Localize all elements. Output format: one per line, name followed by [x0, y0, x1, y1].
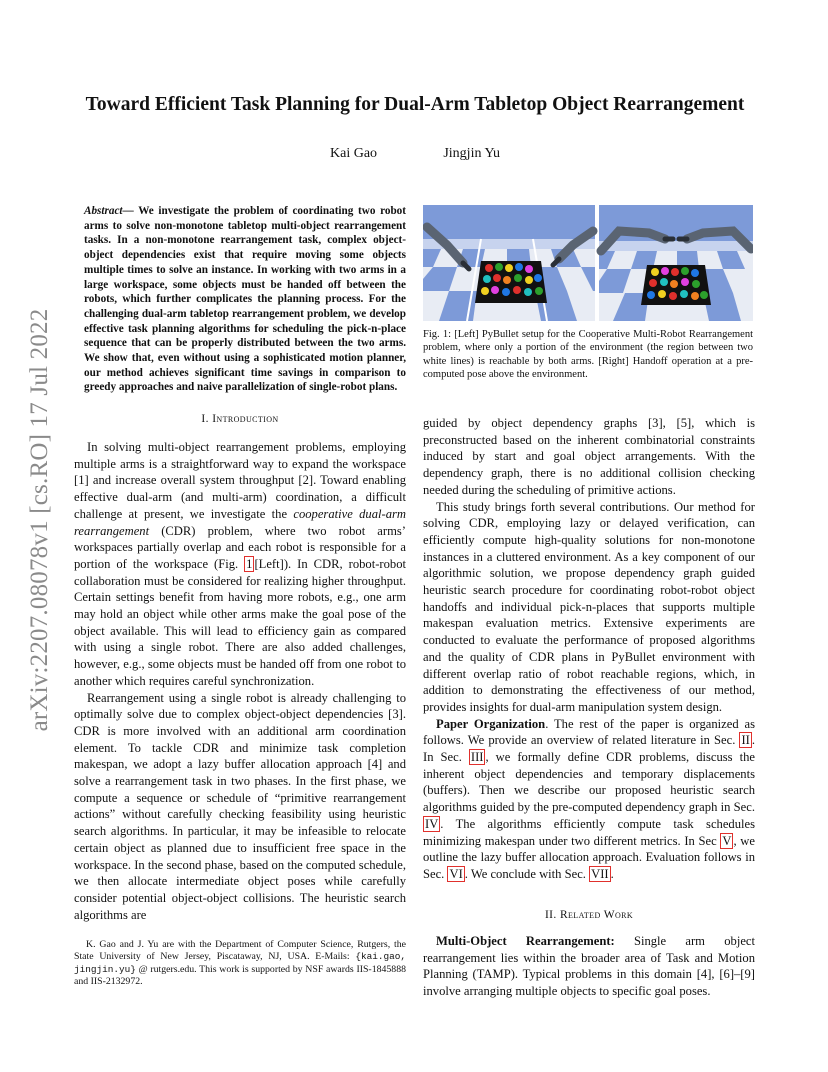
section-ref-link[interactable]: VI	[449, 866, 463, 881]
figure-caption: Fig. 1: [Left] PyBullet setup for the Cooperative Multi-Robot Rearrangement problem, where only a portion of the environment (the region between two white lines) is reachable by both arms. [Right] Handoff operation at a pre-computed pose above the environment.	[423, 329, 753, 381]
paragraph: Paper Organization. The rest of the paper is organized as follows. We provide an overview of related literature in Sec. II . In Sec. III , we formally define CDR problems, discuss the inherent object dependencies and temporary displacements (buffers). Then we describe our proposed heuristic search algorithms guided by the pre-computed dependency graph in Sec. IV . The algorithms efficiently compute task schedules minimizing makespan under two different metrics. In Sec V , we outline the lazy buffer allocation approach. Evaluation follows in Sec. VI . We conclude with Sec. VII .	[423, 716, 755, 881]
section-ref-link[interactable]: III	[470, 750, 484, 765]
author-name: Jingjin Yu	[443, 146, 500, 161]
footnote: K. Gao and J. Yu are with the Department of Computer Science, Rutgers, the State University of New Jersey, Piscataway, NJ, USA. E-Mails: {kai.gao, jingjin.yu} @ rutgers.edu. This work is supported by NSF awards IIS-1845888 and IIS-2132972.	[74, 939, 406, 988]
abstract-text: We investigate the problem of coordinating two robot arms to solve non-monotone tabletop multi-object rearrangement tasks. In a non-monotone rearrangement task, complex object-object dependencies exist that require moving some objects multiple times to solve an instance. In working with two arms in a large workspace, some objects must be handed off between the robots, which further complicates the planning process. For the challenging dual-arm tabletop rearrangement problem, we develop effective task planning algorithms for scheduling the pick-n-place sequence that can be properly distributed between the two arms. We show that, even without using a sophisticated motion planner, our method achieves significant time savings in comparison to greedy approaches and naive parallelization of single-robot plans.	[84, 205, 406, 394]
paragraph: Multi-Object Rearrangement: Single arm object rearrangement lies within the broader area of Task and Motion Planning (TAMP). Typical problems in this domain [4], [6]–[9] involve arranging multiple objects to specific goal poses.	[423, 934, 755, 999]
paragraph: Rearrangement using a single robot is already challenging to optimally solve due to complex object-object dependencies [3]. CDR is more involved with an additional arm coordination element. To tackle CDR and minimize task completion makespan, we adopt a lazy buffer allocation approach [4] and solve a rearrangement task in two phases. In the first phase, we compute a sequence or schedule of “primitive rearrangement actions” without carefully checking feasibility using heuristic search algorithms. In particular, it may be infeasible to relocate certain object as planned due to insufficient free space in the workspace. In the second phase, based on the computed schedule, we then allocate intermediate object poses while carefully consider potential object-object collisions. The heuristic search algorithms are	[74, 690, 406, 922]
section-ref-link[interactable]: VII	[591, 866, 609, 881]
abstract-label: Abstract	[84, 205, 123, 217]
figure-ref-link[interactable]: 1	[246, 556, 253, 571]
arxiv-identifier: arXiv:2207.08078v1 [cs.RO] 17 Jul 2022	[26, 308, 53, 732]
author-name: Kai Gao	[330, 146, 378, 161]
abstract: Abstract— We investigate the problem of coordinating two robot arms to solve non-monotone tabletop multi-object rearrangement tasks. In a non-monotone rearrangement task, complex object-object dependencies exist that require moving some objects multiple times to solve an instance. In working with two arms in a large workspace, some objects must be handed off between the robots, which further complicates the planning process. For the challenging dual-arm tabletop rearrangement problem, we develop effective task planning algorithms for scheduling the pick-n-place sequence that can be properly distributed between the two arms. We show that, even without using a sophisticated motion planner, our method achieves significant time savings in comparison to greedy approaches and naive parallelization of single-robot plans.	[84, 205, 406, 394]
intro-body	[74, 439, 406, 923]
figure-1-pybullet-images	[423, 205, 753, 321]
section-ref-link[interactable]: II	[741, 733, 750, 748]
related-work-body	[423, 933, 755, 1000]
section-ref-link[interactable]: IV	[425, 816, 439, 831]
paragraph: In solving multi-object rearrangement problems, employing multiple arms is a straightforward way to expand the workspace [1] and increase overall system throughput [2]. Toward enabling effective dual-arm (and multi-arm) coordination, a difficult challenge at present, we investigate the cooperative dual-arm rearrangement (CDR) problem, where two robot arms’ workspaces partially overlap and each robot is responsible for a portion of the workspace (Fig. 1 [Left]). In CDR, robot-robot collaboration must be considered for realizing higher throughput. Certain settings benefit from having more robots, e.g., one arm may hold an object while other arms make the goal pose of the object available. This will lead to efficiency gain as compared with using a single robot. There are also added challenges, however, e.g., some objects must be handed off from one robot to another which requires careful synchronization.	[74, 440, 406, 688]
paragraph: This study brings forth several contributions. Our method for solving CDR, employing lazy or delayed verification, can efficiently compute high-quality solutions for non-monotone instances in a cluttered environment. As a key component of our algorithmic solution, we propose dependency graph guided heuristic search procedure for coordinating robot-robot object handoffs and individual pick-n-places that supports multiple makespan evaluation metrics. Extensive experiments are conducted to evaluate the performance of proposed algorithms and the quality of CDR plans in PyBullet environment with different overlap ratio of robot reachable regions, which, in addition to demonstrating the effectiveness of our method, provides insights for dual-arm manipulation system design.	[423, 499, 755, 714]
author-list	[330, 146, 500, 162]
paper-title: Toward Efficient Task Planning for Dual-Arm Tabletop Object Rearrangement	[85, 94, 745, 115]
right-column-body	[423, 415, 755, 883]
paragraph: guided by object dependency graphs [3], [5], which is preconstructed based on the inherent combinatorial constraints induced by start and goal object arrangements. With the dependency graph, there is no additional collision checking needed during the scheduling of primitive actions.	[423, 416, 755, 497]
section-heading-related-work: II. Related Work	[544, 909, 634, 921]
section-heading-introduction: I. Introduction	[201, 413, 279, 425]
figure-left-panel	[423, 205, 595, 321]
section-ref-link[interactable]: V	[722, 833, 732, 848]
figure-right-panel	[599, 205, 753, 321]
